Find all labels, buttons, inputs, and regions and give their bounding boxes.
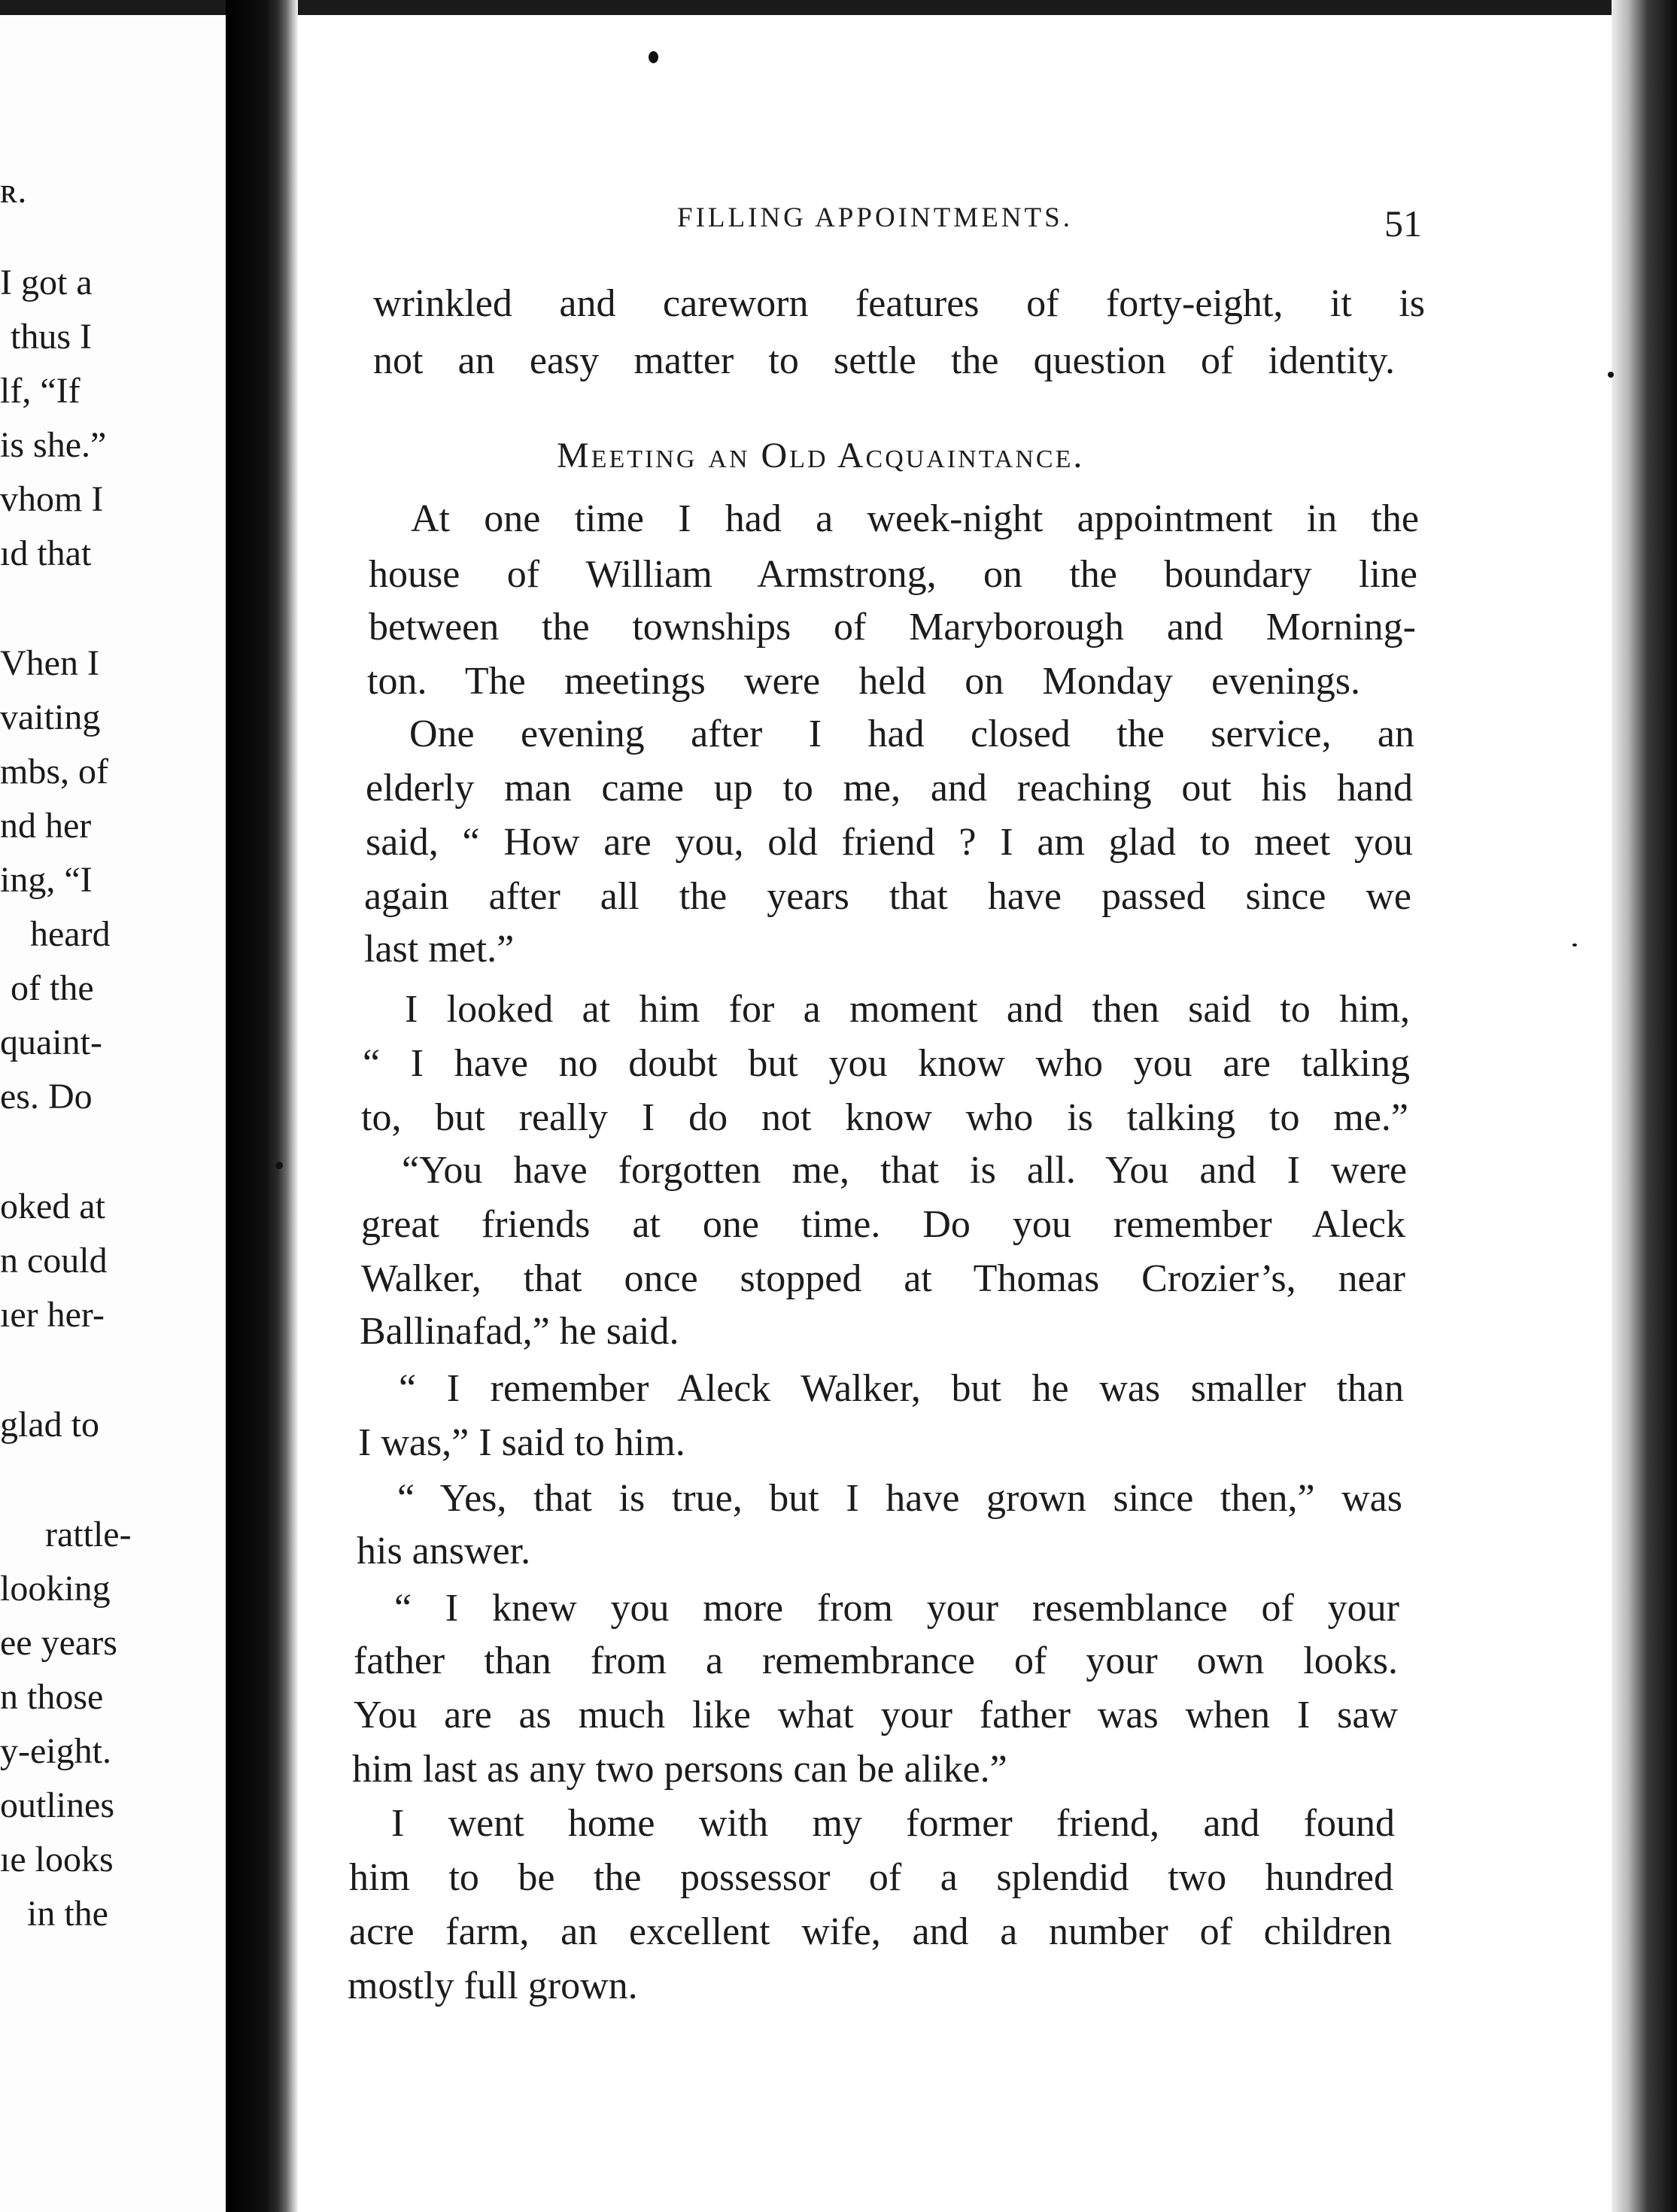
text-line: Ballinafad,” he said.: [360, 1310, 679, 1353]
left-fragment: heard: [30, 914, 111, 954]
left-fragment: of the: [11, 968, 94, 1008]
left-fragment: nd her: [0, 806, 92, 846]
left-fragment: ee years: [0, 1623, 117, 1663]
left-fragment: quaint-: [0, 1022, 102, 1062]
left-fragment: in the: [27, 1894, 108, 1934]
running-head: FILLING APPOINTMENTS.: [677, 202, 1073, 233]
left-fragment: ıe looks: [0, 1840, 114, 1879]
text-line: him to be the possessor of a splendid two hundred: [349, 1856, 1393, 1899]
text-line: between the townships of Maryborough and Morning-: [369, 606, 1416, 649]
text-line: I was,” I said to him.: [358, 1421, 685, 1464]
left-fragment: rattle-: [45, 1515, 132, 1554]
speck: [1608, 372, 1614, 378]
text-line: Walker, that once stopped at Thomas Crozier’s, near: [361, 1257, 1405, 1300]
left-fragment: n those: [0, 1677, 104, 1717]
text-line: “ I have no doubt but you know who you are talking: [363, 1042, 1410, 1085]
speck: [1572, 943, 1577, 946]
book-gutter: [226, 0, 298, 2212]
text-line: acre farm, an excellent wife, and a number of children: [349, 1910, 1392, 1953]
text-line: You are as much like what your father was when I saw: [354, 1694, 1398, 1736]
text-line: “ I remember Aleck Walker, but he was smaller than: [399, 1367, 1404, 1410]
left-fragment: thus I: [11, 317, 92, 357]
left-fragment: vhom I: [0, 479, 104, 519]
text-line: At one time I had a week-night appointment in the: [411, 497, 1419, 540]
left-fragment: ʀ.: [0, 171, 27, 211]
left-fragment: n could: [0, 1241, 108, 1281]
left-fragment: glad to: [0, 1405, 99, 1445]
left-fragment: lf, “If: [0, 371, 81, 411]
text-line: elderly man came up to me, and reaching out his hand: [366, 767, 1413, 810]
text-line: great friends at one time. Do you remember Aleck: [361, 1203, 1405, 1246]
text-line: “ I knew you more from your resemblance of your: [394, 1587, 1399, 1630]
text-line: One evening after I had closed the service, an: [409, 713, 1414, 755]
text-line: father than from a remembrance of your own looks.: [354, 1639, 1398, 1682]
left-fragment: oked at: [0, 1187, 105, 1226]
text-line: I went home with my former friend, and found: [391, 1802, 1395, 1845]
left-fragment: is she.”: [0, 425, 107, 465]
left-fragment: Vhen I: [0, 643, 99, 683]
section-heading: Meeting an Old Acquaintance.: [557, 436, 1085, 476]
text-line: mostly full grown.: [348, 1964, 638, 2007]
text-line: said, “ How are you, old friend ? I am glad to meet you: [366, 821, 1413, 864]
left-fragment: I got a: [0, 263, 93, 302]
text-line: again after all the years that have passed since we: [364, 875, 1411, 918]
left-fragment: es. Do: [0, 1077, 93, 1117]
text-line: ton. The meetings were held on Monday evenings.: [367, 660, 1360, 703]
page-number: 51: [1384, 202, 1422, 245]
text-line: house of William Armstrong, on the boundary line: [369, 553, 1417, 596]
text-line: I looked at him for a moment and then said to him,: [405, 988, 1410, 1031]
left-fragment: mbs, of: [0, 752, 108, 792]
text-line: wrinkled and careworn features of forty-eight, it is: [373, 282, 1425, 325]
page-right-edge: [1612, 0, 1677, 2212]
text-line: “You have forgotten me, that is all. You and I were: [402, 1149, 1407, 1192]
left-fragment: vaiting: [0, 697, 101, 737]
text-line: last met.”: [364, 928, 515, 971]
left-fragment: ing, “I: [0, 860, 93, 900]
left-fragment: y-eight.: [0, 1731, 111, 1771]
left-fragment: ıer her-: [0, 1295, 105, 1335]
text-line: “ Yes, that is true, but I have grown since then,” was: [397, 1477, 1402, 1520]
text-line: not an easy matter to settle the question of identity.: [373, 339, 1395, 382]
left-fragment: ıd that: [0, 533, 92, 573]
speck: [649, 51, 658, 63]
left-fragment: outlines: [0, 1785, 114, 1825]
left-fragment: looking: [0, 1569, 111, 1609]
text-line: to, but really I do not know who is talking to me.”: [361, 1096, 1408, 1139]
text-line: his answer.: [357, 1530, 531, 1572]
speck: [275, 1162, 283, 1169]
text-line: him last as any two persons can be alike.”: [352, 1748, 1007, 1791]
